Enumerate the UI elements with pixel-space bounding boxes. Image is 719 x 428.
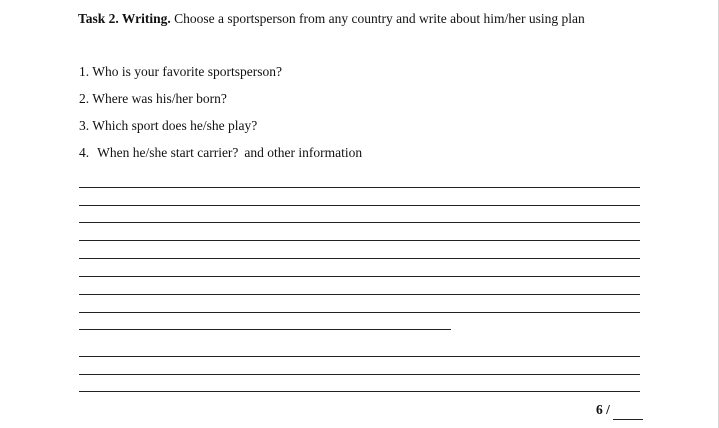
- writing-line-8: [79, 312, 640, 313]
- task-heading: [78, 11, 585, 27]
- writing-line-11: [79, 374, 640, 375]
- question-4-text: When he/she start carrier?: [97, 145, 239, 160]
- question-4-extra: and other information: [244, 145, 363, 160]
- writing-line-2: [79, 205, 640, 206]
- question-4-number: 4.: [79, 145, 90, 160]
- writing-line-12: [79, 391, 640, 392]
- question-3: 3. Which sport does he/she play?: [79, 118, 258, 133]
- question-2: 2. Where was his/her born?: [79, 91, 227, 106]
- writing-line-3: [79, 222, 640, 223]
- writing-line-9: [79, 329, 451, 330]
- writing-line-5: [79, 258, 640, 259]
- task-title: Task 2. Writing.: [78, 11, 171, 26]
- task-instruction: Choose a sportsperson from any country and write about him/her using plan: [174, 11, 585, 26]
- question-4: [79, 145, 362, 161]
- writing-line-4: [79, 240, 640, 241]
- writing-line-1: [79, 187, 640, 188]
- score-label: 6 /: [596, 402, 610, 417]
- score-blank-line: [613, 419, 643, 420]
- writing-line-7: [79, 294, 640, 295]
- writing-line-10: [79, 356, 640, 357]
- writing-line-6: [79, 276, 640, 277]
- question-1: 1. Who is your favorite sportsperson?: [79, 64, 282, 79]
